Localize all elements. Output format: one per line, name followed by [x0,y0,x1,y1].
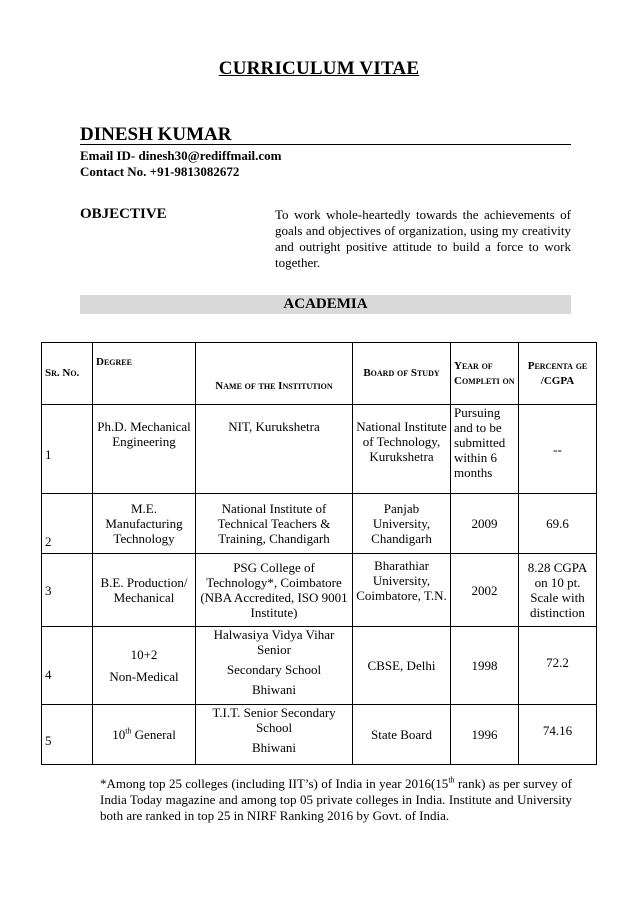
header-percentage: Percenta ge /CGPA [519,343,597,405]
row-institution: National Institute of Technical Teachers & Training, Chandigarh [196,494,353,554]
row-sr: 3 [42,554,93,627]
row-year: 2009 [451,494,519,554]
footnote-text-cont: rank) as per survey of India Today magazine and among top 05 private colleges in India. Institute and University both are ranked in top 25 in NIRF Ranking 2016 by Govt. of India. [100,776,572,823]
academia-table [41,342,597,765]
row-institution [196,627,353,705]
degree-number: 10 [112,727,126,742]
header-year: Year of Completi on [451,343,519,405]
degree-suffix: General [131,727,176,742]
email-line: Email ID- dinesh30@rediffmail.com [80,148,282,163]
footnote-superscript: th [448,775,455,785]
row-board: State Board [353,705,451,765]
row-percentage: -- [519,405,597,494]
institution-line: Secondary School [226,662,322,677]
institution-line: Halwasiya Vidya Vihar Senior [213,627,335,657]
row-sr: 5 [42,705,93,765]
row-percentage: 74.16 [519,705,597,765]
header-institution: Name of the Institution [196,343,353,405]
row-degree: Ph.D. Mechanical Engineering [93,405,196,494]
footnote [100,776,572,824]
table-row [42,494,597,554]
row-year: 1998 [451,627,519,705]
row-sr: 2 [42,494,93,554]
degree-line: Non-Medical [109,669,179,684]
row-year: Pursuing and to be submitted within 6 months [451,405,519,494]
header-board: Board of Study [353,343,451,405]
header-sr-no: Sr. No. [42,343,93,405]
row-percentage: 69.6 [519,494,597,554]
cv-title: CURRICULUM VITAE [218,58,420,79]
row-institution [196,705,353,765]
academia-heading: ACADEMIA [80,295,571,314]
table-header-row [42,343,597,405]
table-row [42,627,597,705]
row-board: CBSE, Delhi [353,627,451,705]
row-degree: M.E. Manufacturing Technology [93,494,196,554]
contact-line: Contact No. +91-9813082672 [80,164,240,179]
institution-line: Bhiwani [251,682,297,697]
institution-line: Bhiwani [251,740,297,755]
row-board: Panjab University, Chandigarh [353,494,451,554]
objective-text: To work whole-heartedly towards the achievements of goals and objectives of organization, using my creativity and outright positive attitude to build a force to work together. [275,207,571,270]
table-row [42,405,597,494]
row-degree [93,705,196,765]
row-institution: NIT, Kurukshetra [196,405,353,494]
row-degree: B.E. Production/ Mechanical [93,554,196,627]
row-board: Bharathiar University, Coimbatore, T.N. [353,554,451,627]
row-institution: PSG College of Technology*, Coimbatore (NBA Accredited, ISO 9001 Institute) [196,554,353,627]
institution-line: T.I.T. Senior Secondary School [212,705,336,735]
row-sr: 4 [42,627,93,705]
row-sr: 1 [42,405,93,494]
candidate-name: DINESH KUMAR [80,124,232,145]
degree-superscript: th [125,726,132,736]
degree-line: 10+2 [130,647,158,662]
row-year: 1996 [451,705,519,765]
header-degree: Degree [93,343,196,405]
row-percentage: 72.2 [519,627,597,705]
row-percentage: 8.28 CGPA on 10 pt. Scale with distinction [519,554,597,627]
objective-heading: OBJECTIVE [80,206,167,222]
row-board: National Institute of Technology, Kurukshetra [353,405,451,494]
row-year: 2002 [451,554,519,627]
table-row [42,554,597,627]
table-row [42,705,597,765]
row-degree [93,627,196,705]
footnote-text: *Among top 25 colleges (including IIT’s) of India in year 2016(15 [100,776,449,791]
name-divider [80,144,571,145]
